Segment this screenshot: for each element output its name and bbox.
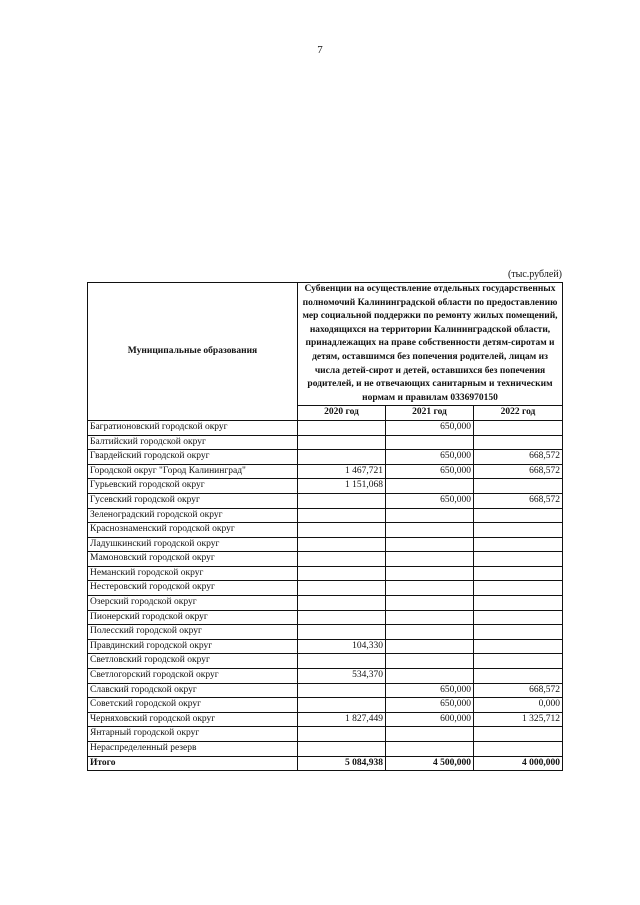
value-2022 (474, 742, 563, 757)
value-2022 (474, 581, 563, 596)
value-2020 (298, 683, 386, 698)
total-2022: 4 000,000 (474, 756, 563, 771)
total-label: Итого (88, 756, 298, 771)
units-label: (тыс.рублей) (507, 269, 562, 280)
table-row (88, 654, 563, 669)
value-2021: 650,000 (386, 698, 474, 713)
value-2021 (386, 479, 474, 494)
value-2021: 650,000 (386, 420, 474, 435)
value-2020 (298, 581, 386, 596)
value-2020 (298, 523, 386, 538)
value-2022: 1 325,712 (474, 712, 563, 727)
table-row (88, 493, 563, 508)
value-2022 (474, 625, 563, 640)
municipality-name: Мамоновский городской округ (88, 552, 298, 567)
municipality-name: Городской округ "Город Калининград" (88, 464, 298, 479)
value-2021 (386, 625, 474, 640)
value-2022: 668,572 (474, 450, 563, 465)
header-year-2022: 2022 год (474, 406, 563, 421)
value-2022: 668,572 (474, 683, 563, 698)
value-2022 (474, 508, 563, 523)
value-2020 (298, 742, 386, 757)
municipality-name: Гурьевский городской округ (88, 479, 298, 494)
value-2022 (474, 669, 563, 684)
value-2022 (474, 537, 563, 552)
value-2020 (298, 610, 386, 625)
value-2020 (298, 625, 386, 640)
value-2022: 668,572 (474, 493, 563, 508)
total-2021: 4 500,000 (386, 756, 474, 771)
value-2021 (386, 537, 474, 552)
total-row (88, 756, 563, 771)
header-municipality: Муниципальные образования (88, 283, 298, 421)
value-2022 (474, 523, 563, 538)
value-2021: 650,000 (386, 493, 474, 508)
table-row (88, 639, 563, 654)
municipality-name: Советский городской округ (88, 698, 298, 713)
value-2022 (474, 610, 563, 625)
page-number: 7 (317, 44, 323, 56)
table-row (88, 727, 563, 742)
value-2020: 1 151,068 (298, 479, 386, 494)
total-2020: 5 084,938 (298, 756, 386, 771)
value-2021 (386, 654, 474, 669)
header-subvention: Субвенции на осуществление отдельных государственных полномочий Калининградской области по предоставлению мер социальной поддержки по ремонту жилых помещений, находящихся на территории Калининградской области, принадлежащих на праве собственности детям-сиротам и детям, оставшимся без попечения родителей, лицам из числа детей-сирот и детей, оставшихся без попечения родителей, и не отвечающих санитарным и техническим нормам и правилам 0336970150 (298, 283, 563, 406)
municipality-name: Ладушкинский городской округ (88, 537, 298, 552)
subvention-table (87, 282, 563, 771)
municipality-name: Зеленоградский городской округ (88, 508, 298, 523)
municipality-name: Гвардейский городской округ (88, 450, 298, 465)
value-2020 (298, 420, 386, 435)
value-2022 (474, 435, 563, 450)
value-2020: 104,330 (298, 639, 386, 654)
table-row (88, 712, 563, 727)
value-2021: 650,000 (386, 464, 474, 479)
header-year-2020: 2020 год (298, 406, 386, 421)
table-row (88, 508, 563, 523)
value-2020 (298, 596, 386, 611)
table-row (88, 596, 563, 611)
value-2022: 0,000 (474, 698, 563, 713)
value-2021 (386, 581, 474, 596)
value-2022 (474, 552, 563, 567)
value-2022 (474, 727, 563, 742)
municipality-name: Янтарный городской округ (88, 727, 298, 742)
table-row (88, 581, 563, 596)
municipality-name: Черняховский городской округ (88, 712, 298, 727)
value-2021 (386, 552, 474, 567)
header-year-2021: 2021 год (386, 406, 474, 421)
table-row (88, 610, 563, 625)
value-2020 (298, 566, 386, 581)
value-2022 (474, 596, 563, 611)
table-row (88, 669, 563, 684)
value-2020: 1 467,721 (298, 464, 386, 479)
table-row (88, 479, 563, 494)
value-2020 (298, 537, 386, 552)
municipality-name: Полесский городской округ (88, 625, 298, 640)
table-row (88, 450, 563, 465)
municipality-name: Краснознаменский городской округ (88, 523, 298, 538)
table-row (88, 420, 563, 435)
value-2021 (386, 566, 474, 581)
municipality-name: Славский городской округ (88, 683, 298, 698)
value-2021 (386, 596, 474, 611)
municipality-name: Пионерский городской округ (88, 610, 298, 625)
municipality-name: Неманский городской округ (88, 566, 298, 581)
value-2021 (386, 742, 474, 757)
municipality-name: Гусевский городской округ (88, 493, 298, 508)
value-2020 (298, 727, 386, 742)
value-2020: 1 827,449 (298, 712, 386, 727)
municipality-name: Нераспределенный резерв (88, 742, 298, 757)
value-2021 (386, 435, 474, 450)
value-2021: 650,000 (386, 683, 474, 698)
value-2021 (386, 610, 474, 625)
municipality-name: Багратионовский городской округ (88, 420, 298, 435)
table-row (88, 523, 563, 538)
value-2020 (298, 552, 386, 567)
value-2021 (386, 727, 474, 742)
value-2020 (298, 493, 386, 508)
value-2020 (298, 508, 386, 523)
table-row (88, 625, 563, 640)
value-2021 (386, 639, 474, 654)
table-row (88, 742, 563, 757)
table-row (88, 464, 563, 479)
value-2022 (474, 654, 563, 669)
value-2021 (386, 669, 474, 684)
value-2021 (386, 523, 474, 538)
value-2020: 534,370 (298, 669, 386, 684)
municipality-name: Озерский городской округ (88, 596, 298, 611)
table-row (88, 552, 563, 567)
table-body (88, 420, 563, 756)
value-2020 (298, 698, 386, 713)
value-2022 (474, 479, 563, 494)
table-row (88, 435, 563, 450)
value-2021: 600,000 (386, 712, 474, 727)
municipality-name: Правдинский городской округ (88, 639, 298, 654)
municipality-name: Светловский городской округ (88, 654, 298, 669)
value-2020 (298, 435, 386, 450)
municipality-name: Балтийский городской округ (88, 435, 298, 450)
value-2022 (474, 420, 563, 435)
value-2020 (298, 654, 386, 669)
value-2022 (474, 566, 563, 581)
value-2020 (298, 450, 386, 465)
municipality-name: Светлогорский городской округ (88, 669, 298, 684)
value-2021: 650,000 (386, 450, 474, 465)
table-row (88, 566, 563, 581)
value-2022: 668,572 (474, 464, 563, 479)
value-2021 (386, 508, 474, 523)
table-row (88, 698, 563, 713)
value-2022 (474, 639, 563, 654)
municipality-name: Нестеровский городской округ (88, 581, 298, 596)
table-row (88, 537, 563, 552)
table-row (88, 683, 563, 698)
